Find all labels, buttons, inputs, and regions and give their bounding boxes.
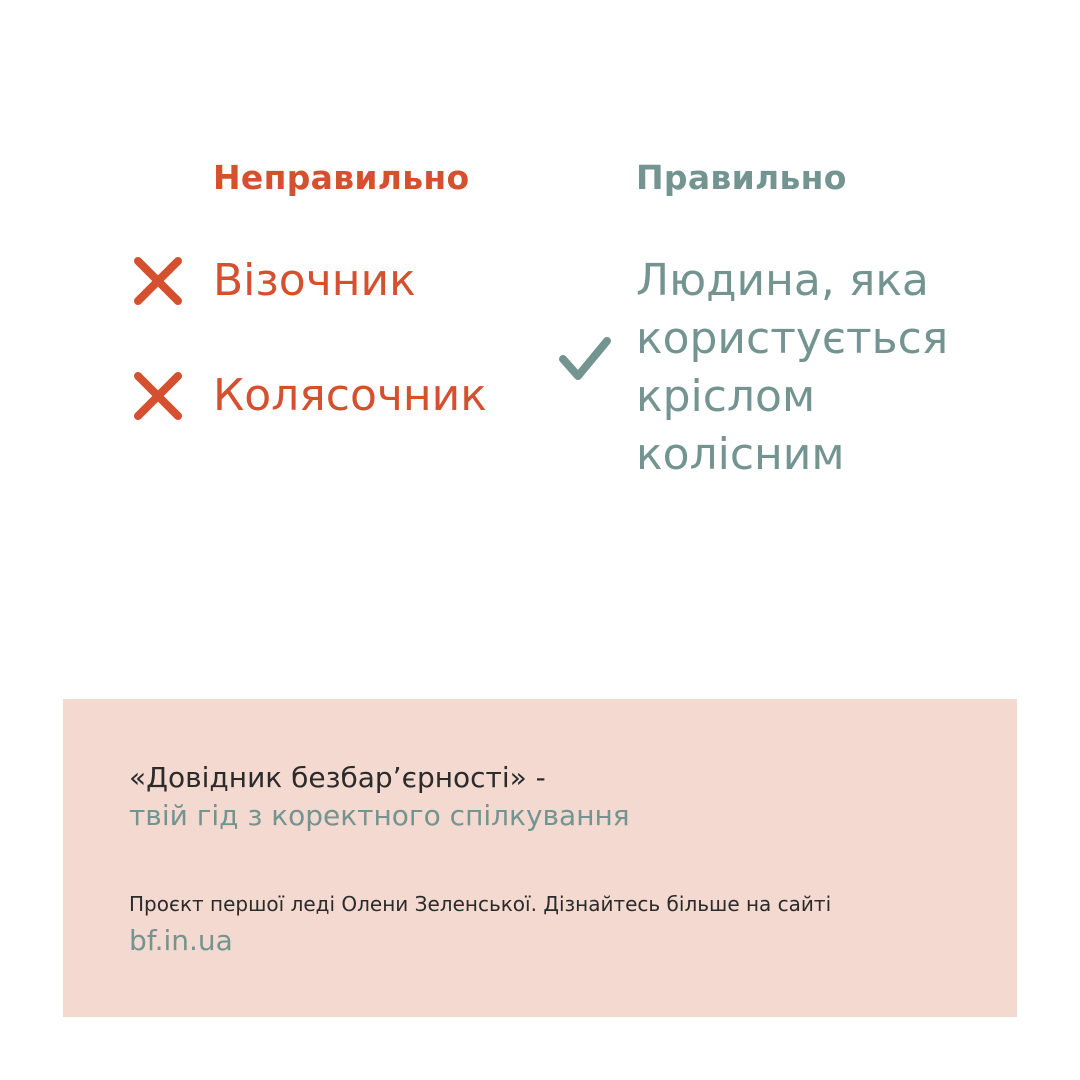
check-icon: [556, 330, 614, 388]
wrong-term-item: [130, 251, 416, 311]
right-column-heading: Правильно: [636, 158, 847, 197]
wrong-term-item: [130, 366, 487, 426]
correct-term-label: Людина, яка користується кріслом колісним: [636, 255, 949, 480]
footer-title-line1: «Довідник безбар’єрності» -: [129, 761, 546, 794]
cross-icon: [130, 253, 186, 309]
footer-banner: [63, 699, 1017, 1017]
wrong-column-heading: Неправильно: [213, 158, 470, 197]
footer-note: Проєкт першої леді Олени Зеленської. Дізнайтесь більше на сайті: [129, 892, 832, 916]
website-link[interactable]: bf.in.ua: [129, 924, 233, 957]
cross-icon: [130, 368, 186, 424]
footer-title: [129, 759, 949, 835]
wrong-term-label: Візочник: [213, 255, 416, 306]
wrong-term-label: Колясочник: [213, 370, 487, 421]
footer-title-line2: твій гід з коректного спілкування: [129, 799, 630, 832]
